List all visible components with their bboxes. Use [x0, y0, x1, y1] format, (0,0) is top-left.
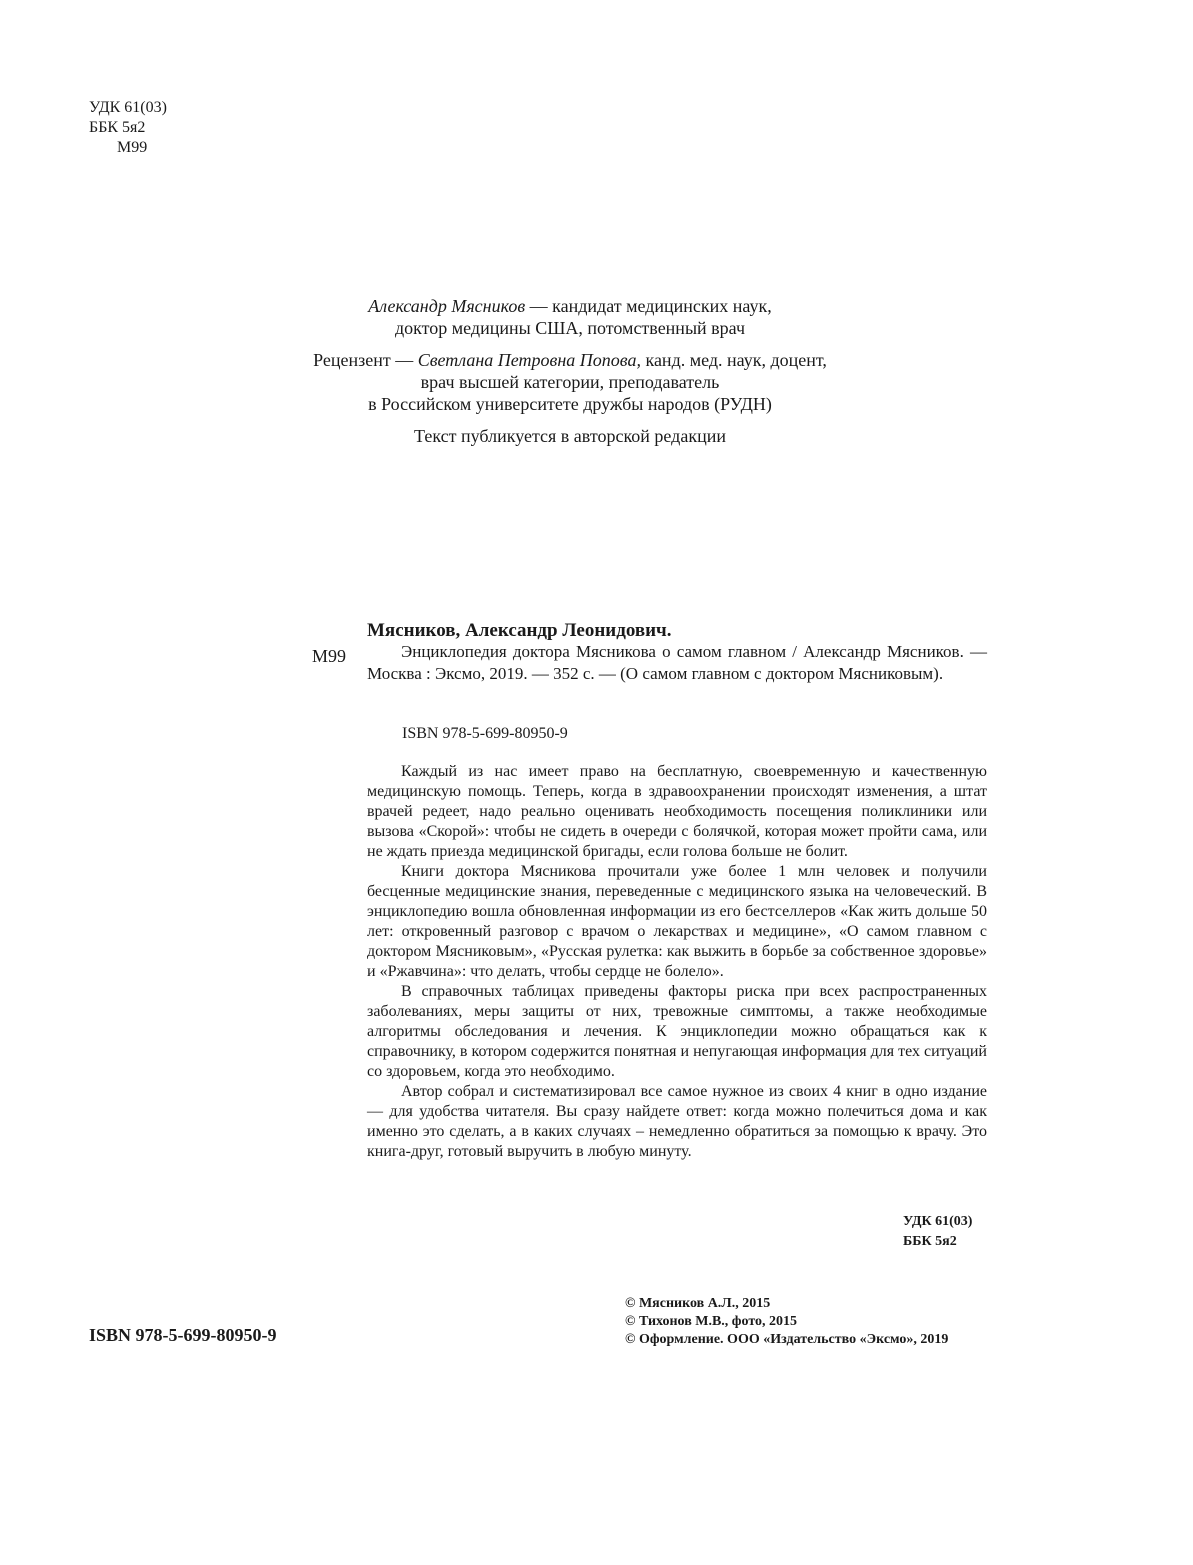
reviewer-line2: врач высшей категории, преподаватель	[420, 372, 720, 392]
bbk-code: ББК 5я2	[89, 119, 146, 136]
author-credentials: — кандидат медицинских наук,	[525, 296, 772, 316]
author-mark: М99	[117, 139, 148, 156]
annotation-paragraph: Книги доктора Мясникова прочитали уже более 1 млн человек и получили бесценные медицинские знания, переведенные с медицинского языка на человеческий. В энциклопедию вошла обновленная информации из его бестселлеров «Как жить дольше 50 лет: откровенный разговор с врачом о лекарствах и медицине», «О самом главном с доктором Мясниковым», «Русская рулетка: как выжить в борьбе за собственное здоровье» и «Ржавчина»: что делать, чтобы сердце не болело».	[367, 863, 987, 980]
udk-code: УДК 61(03)	[89, 99, 167, 116]
reviewer-prefix: Рецензент —	[313, 350, 418, 370]
copyright-line: © Тихонов М.В., фото, 2015	[625, 1314, 798, 1329]
copyright-block	[625, 1295, 948, 1349]
bibliography-description: Энциклопедия доктора Мясникова о самом главном / Александр Мясников. — Москва : Эксмо, 2019. — 352 с. — (О самом главном с доктором Мясниковым).	[367, 642, 987, 683]
isbn-main: ISBN 978-5-699-80950-9	[89, 1325, 277, 1345]
classification-codes-top	[89, 98, 167, 158]
copyright-line: © Оформление. ООО «Издательство «Эксмо», 2019	[625, 1332, 949, 1347]
annotation-paragraph: В справочных таблицах приведены факторы риска при всех распространенных заболеваниях, меры защиты от них, тревожные симптомы, а также необходимые алгоритмы обследования и лечения. К энциклопедии можно обращаться как к справочнику, в котором содержится понятная и непугающая информация для тех ситуаций со здоровьем, когда это необходимо.	[367, 983, 987, 1080]
author-reviewer-block	[200, 295, 940, 447]
copyright-line: © Мясников А.Л., 2015	[625, 1296, 771, 1311]
bibliography-isbn: ISBN 978-5-699-80950-9	[402, 725, 568, 742]
classification-codes-right	[903, 1212, 972, 1252]
annotation	[367, 762, 987, 1162]
reviewer-name: Светлана Петровна Попова,	[417, 350, 641, 370]
udk-code-right: УДК 61(03)	[903, 1214, 973, 1229]
author-note-line1	[200, 295, 940, 317]
reviewer-line3: в Российском университете дружбы народов (РУДН)	[368, 394, 772, 414]
annotation-paragraph: Каждый из нас имеет право на бесплатную, своевременную и качественную медицинскую помощь. Теперь, когда в здравоохранении происходят изменения, а штат врачей редеет, надо реально оценивать необходимость посещения поликлиники или вызова «Скорой»: чтобы не сидеть в очереди с болячкой, которая может пройти сама, или не ждать приезда медицинской бригады, если голова больше не болит.	[367, 763, 987, 860]
author-name: Александр Мясников	[368, 296, 526, 316]
bibliography-code: М99	[312, 646, 347, 666]
reviewer-credentials: канд. мед. наук, доцент,	[640, 350, 827, 370]
author-note-line2: доктор медицины США, потомственный врач	[394, 318, 745, 338]
edition-note: Текст публикуется в авторской редакции	[414, 426, 726, 446]
bibliography-heading: Мясников, Александр Леонидович.	[367, 620, 672, 641]
reviewer-line1	[200, 349, 940, 371]
bbk-code-right: ББК 5я2	[903, 1234, 957, 1249]
annotation-paragraph: Автор собрал и систематизировал все самое нужное из своих 4 книг в одно издание — для удобства читателя. Вы сразу найдете ответ: когда можно полечиться дома и как именно это сделать, а в каких случаях – немедленно обратиться за помощью к врачу. Это книга-друг, готовый выручить в любую минуту.	[367, 1083, 987, 1160]
